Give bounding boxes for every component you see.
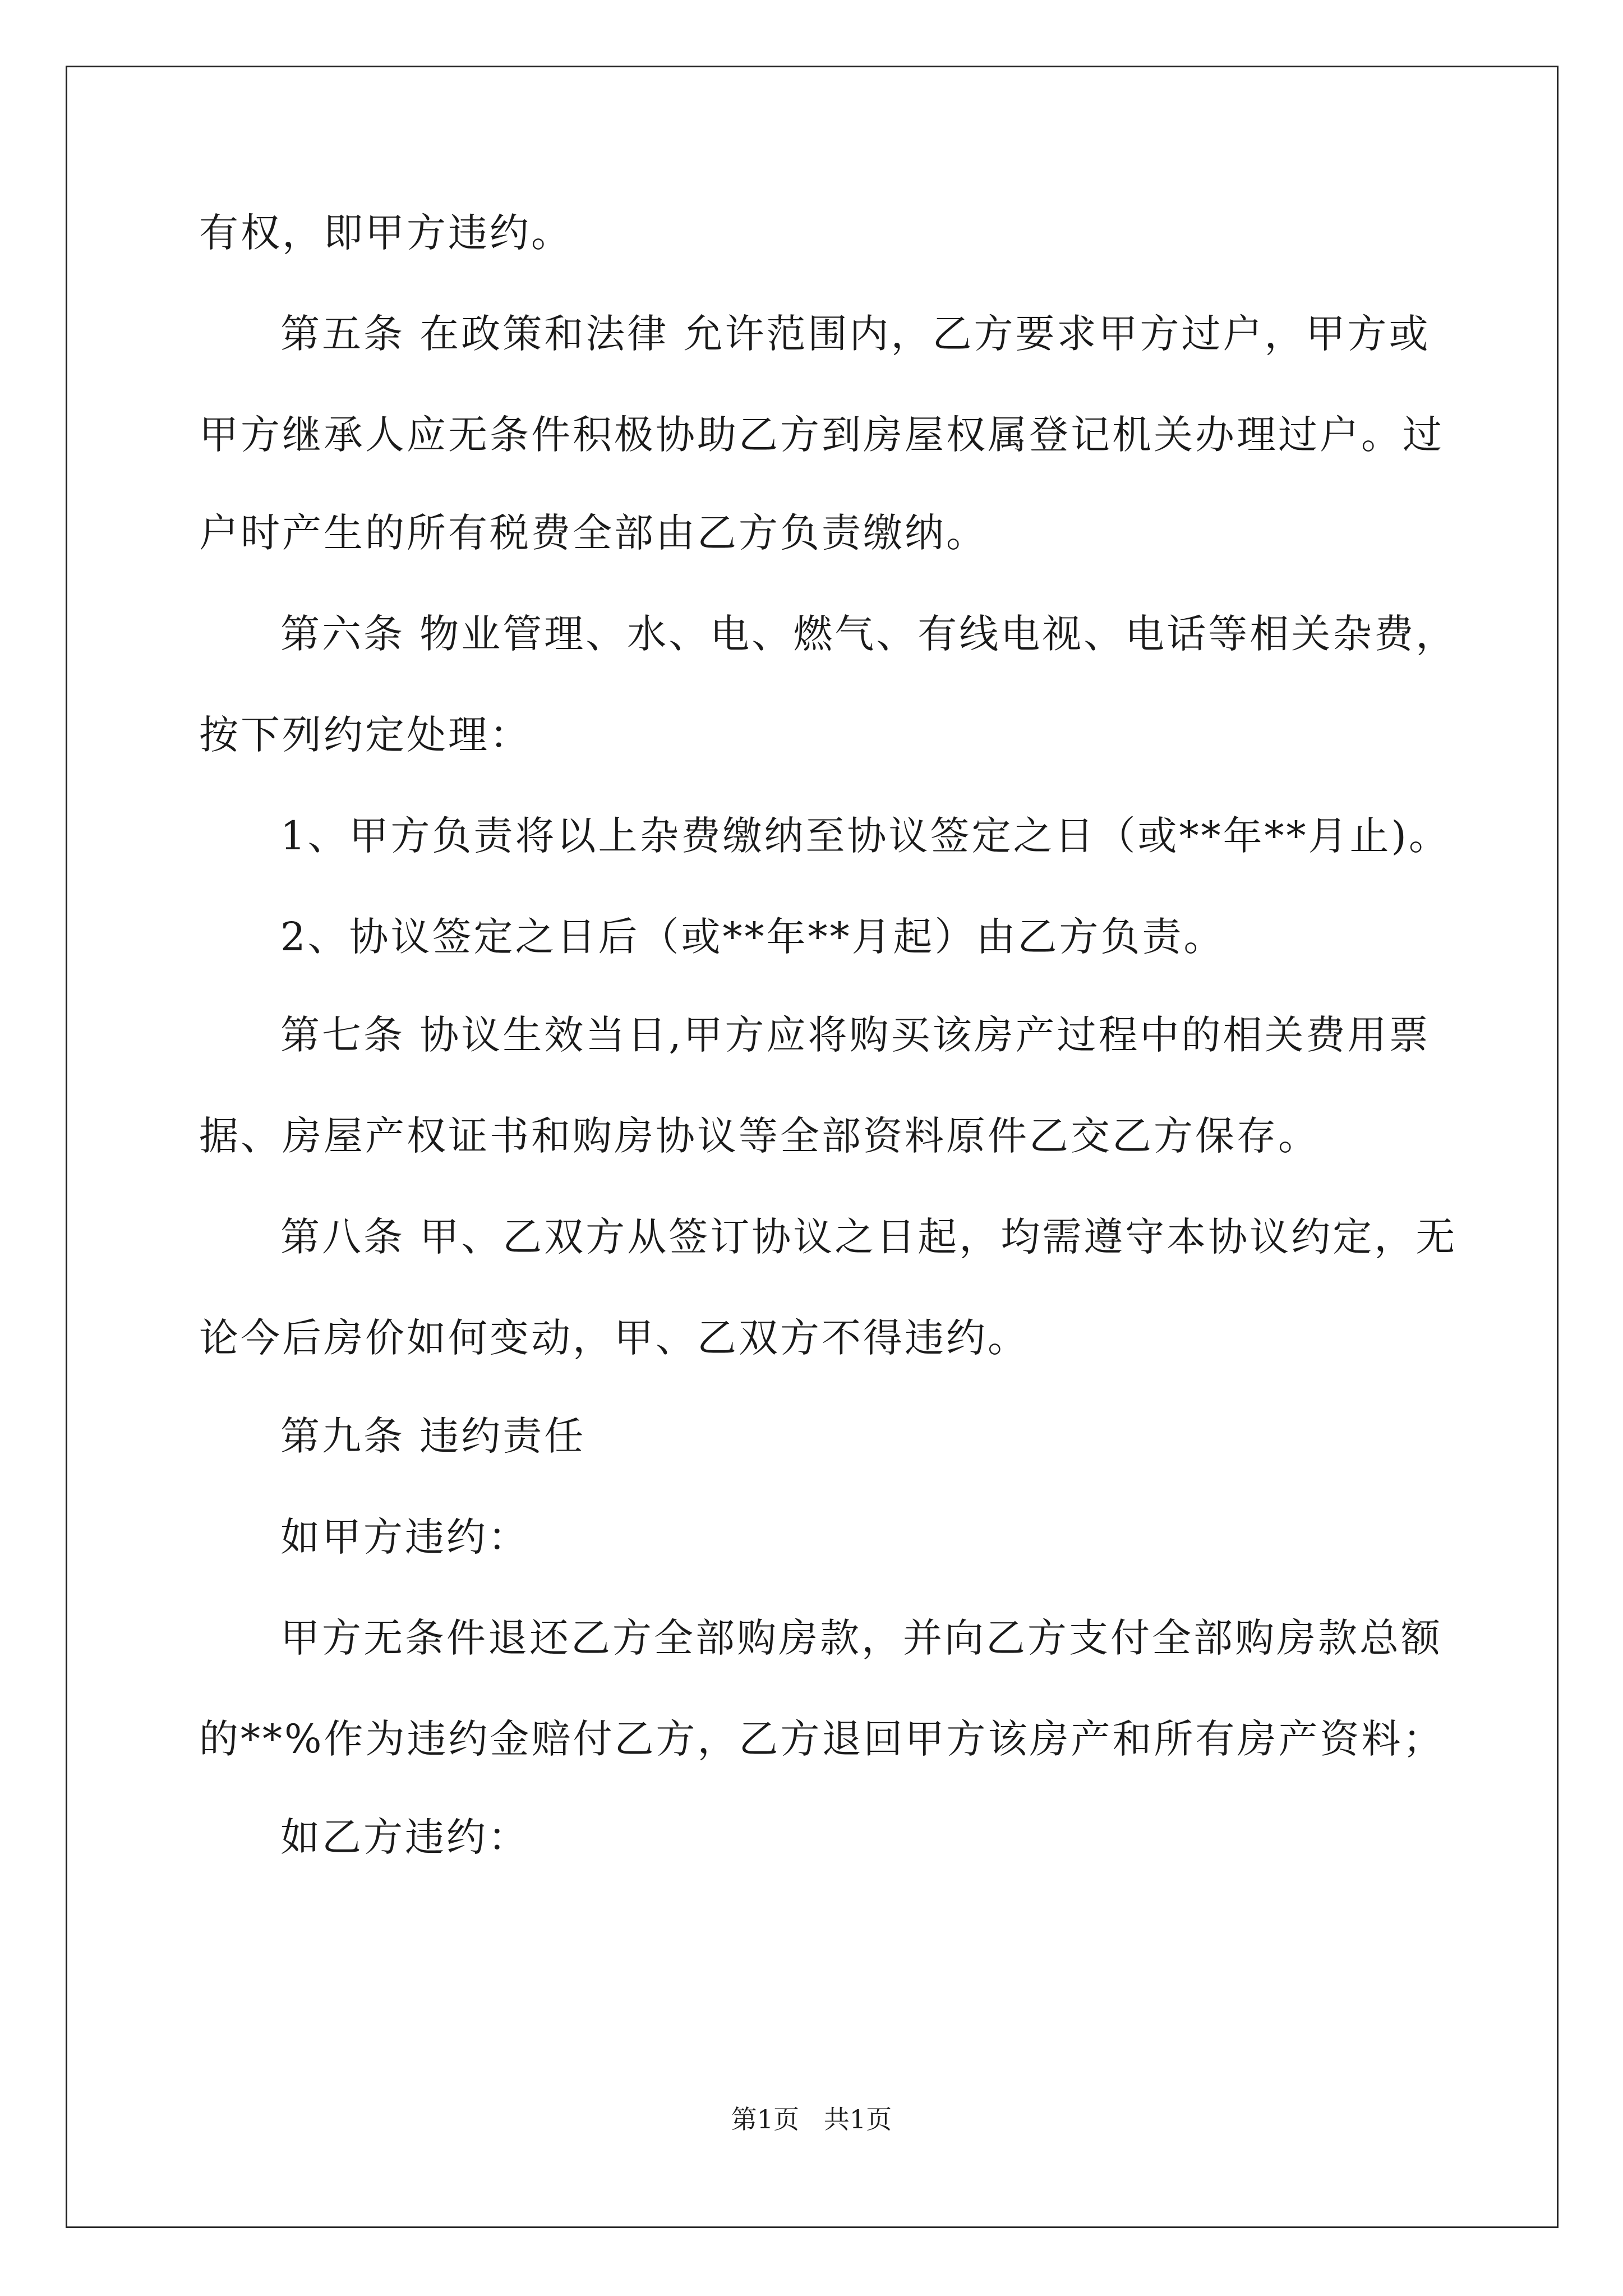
text-line-13: 第九条 违约责任 [280,1413,586,1459]
text-line-1: 有权，即甲方违约。 [199,210,573,256]
text-line-12: 论今后房价如何变动，甲、乙双方不得违约。 [199,1315,1029,1361]
text-line-9: 第七条 协议生效当日,甲方应将购买该房产过程中的相关费用票 [280,1012,1431,1058]
text-line-10: 据、房屋产权证书和购房协议等全部资料原件乙交乙方保存。 [199,1113,1320,1159]
text-line-3: 甲方继承人应无条件积极协助乙方到房屋权属登记机关办理过户。过 [199,412,1444,458]
text-line-5: 第六条 物业管理、水、电、燃气、有线电视、电话等相关杂费， [280,611,1458,657]
text-line-6: 按下列约定处理： [199,712,531,758]
text-line-16: 的**%作为违约金赔付乙方，乙方退回甲方该房产和所有房产资料； [199,1716,1445,1762]
text-line-15: 甲方无条件退还乙方全部购房款，并向乙方支付全部购房款总额 [280,1615,1442,1661]
text-line-14: 如甲方违约： [280,1514,529,1560]
text-line-7: 1、甲方负责将以上杂费缴纳至协议签定之日（或**年**月止)。 [280,813,1450,859]
page-footer: 第1页 共1页 [731,2104,892,2134]
text-line-11: 第八条 甲、乙双方从签订协议之日起，均需遵守本协议约定，无 [280,1214,1458,1260]
text-line-17: 如乙方违约： [280,1814,529,1860]
text-line-2: 第五条 在政策和法律 允许范围内，乙方要求甲方过户，甲方或 [280,311,1431,357]
text-line-4: 户时产生的所有税费全部由乙方负责缴纳。 [199,510,988,556]
text-line-8: 2、协议签定之日后（或**年**月起）由乙方负责。 [280,914,1225,960]
